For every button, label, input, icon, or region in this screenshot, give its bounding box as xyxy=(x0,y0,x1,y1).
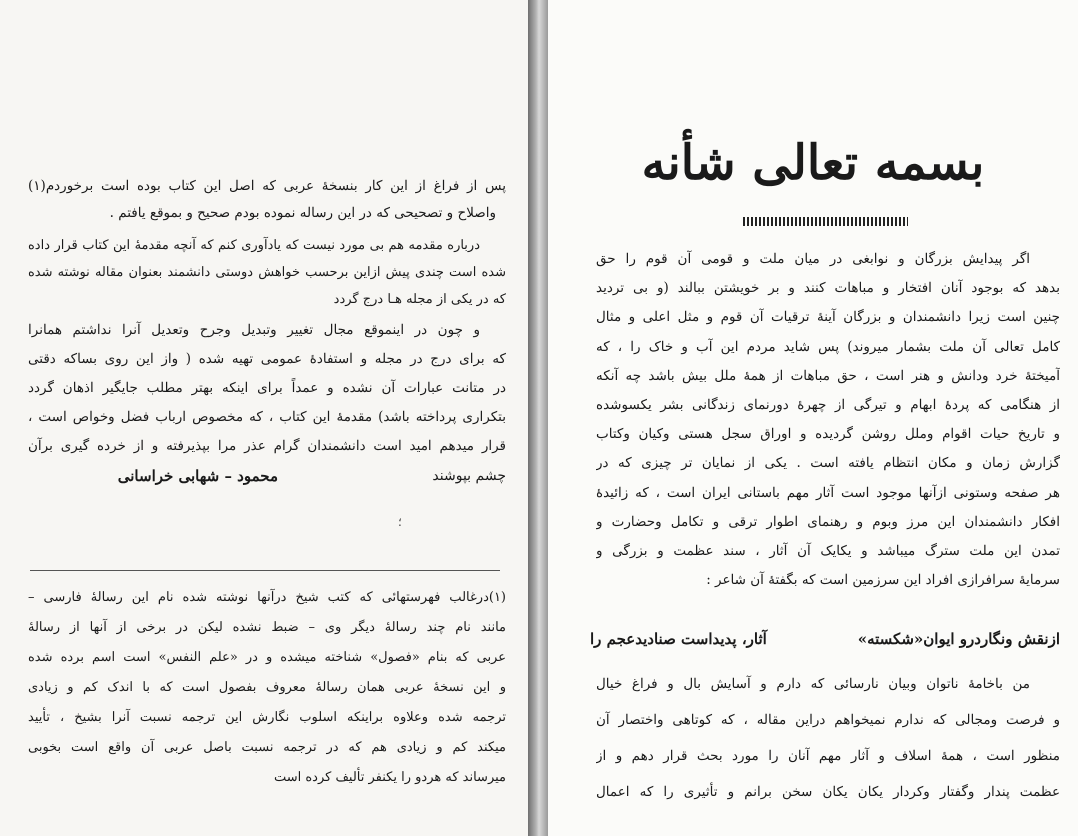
text-line: آمیختهٔ خرد ودانش و هنر است ، حق مباهات از همهٔ ملل بیش باشد چه آنکه xyxy=(596,367,1060,384)
preface-paragraph-1 xyxy=(28,232,506,313)
text-line: میرساند که هردو را یکنفر تألیف کرده است xyxy=(273,770,506,785)
text-line: سرمایهٔ سرافرازی افراد این سرزمین است که بگفتهٔ آن شاعر : xyxy=(706,572,1060,589)
poem-verse xyxy=(590,630,1060,648)
intro-paragraph-right xyxy=(596,245,1060,595)
text-line: عظمت پندار وگفتار وکردار یکان یکان سخن برانم و تأثیری را که اعمال xyxy=(596,784,1060,800)
text-line: و این نسخهٔ عربی همان رسالهٔ معروف بفصول است که با اندک کم و زیادی xyxy=(28,680,506,695)
closing-phrase: چشم بپوشند xyxy=(432,468,506,484)
page-title: بسمه تعالی شأنه xyxy=(641,135,985,191)
text-line: و چون در اینموقع مجال تغییر وتبدیل وجرح وتعدیل آنرا نداشتم همانرا xyxy=(28,322,480,338)
text-line: و فرصت ومجالی که ندارم نمیخواهم دراین مقاله ، که کوتاهی واختصار آن xyxy=(596,712,1060,728)
text-line: چنین است زیرا دانشمندان و بزرگان آینهٔ ترقیات آن قوم و مثل اعلی و مثال xyxy=(596,309,1060,326)
text-line: گزارش زمان و مکان انتظام یافته است . یکی از نمایان تر چیزی که در xyxy=(596,455,1060,472)
text-line: که در یکی از مجله هـا درج گردد xyxy=(333,292,506,307)
text-line: کامل تعالی آن ملت بشمار میروند) پس شاید مردم این آب و خاک را ، که xyxy=(596,338,1060,355)
text-line: قرار میدهم امید است دانشمندان گرام عذر مرا بپذیرفته و از خرده گیری برآن xyxy=(28,438,506,454)
text-line: ترجمه شده وعلاوه براینکه اسلوب نگارش این ترجمه نسبت آنرا بشیخ ، تأیید xyxy=(28,710,506,725)
text-line: من باخامهٔ ناتوان وبیان نارسائی که دارم و آسایش بال و فراغ خیال xyxy=(596,676,1030,692)
title-ornament xyxy=(743,217,908,226)
text-line: منظور است ، همهٔ اسلاف و آثار مهم آنان را مورد بحث قرار دهم و از xyxy=(596,748,1060,764)
footnote-divider xyxy=(30,570,500,571)
stray-mark: ؛ xyxy=(398,515,402,529)
text-line: افکار دانشمندان این مرز وبوم و رهنمای اطوار ترقی و تکامل وحضارت و xyxy=(596,513,1060,530)
body-paragraph-right xyxy=(596,666,1060,810)
text-line: درباره مقدمه هم بی مورد نیست که یادآوری کنم که آنچه مقدمهٔ این کتاب قرار داده xyxy=(28,238,480,253)
text-line: واصلاح و تصحیحی که در این رساله نموده بودم صحیح و بموقع یافتم . xyxy=(109,205,496,221)
preface-paragraph-2 xyxy=(28,316,506,461)
text-line: در متانت عبارات آن نشده و عمداً برای اینکه بهتر مطلب جایگیر اذهان گردد xyxy=(28,380,506,396)
text-line: اگر پیدایش بزرگان و نوابغی در میان ملت و قومی آن قوم را حق xyxy=(596,251,1030,267)
right-page xyxy=(548,0,1078,836)
text-line: (۱)درغالب فهرستهائی که کتب شیخ درآنها نوشته شده نام این رسالهٔ فارسی – xyxy=(28,590,506,605)
footnote xyxy=(28,583,506,793)
book-gutter xyxy=(528,0,548,836)
text-line: هر صفحه وستونی ازآنها موجود است آثار مهم باستانی ایران است ، که زائیدهٔ xyxy=(596,484,1060,501)
intro-paragraph xyxy=(28,173,506,227)
author-signature: محمود – شهابی خراسانی xyxy=(117,467,278,485)
text-line: تمدن این ملت سترگ میباشد و یکایک آن آثار ، سند عظمت و بزرگی و xyxy=(596,543,1060,560)
text-line: مانند نام چند رسالهٔ دیگر وی – ضبط نشده لیکن در برخی از آنها از رسالهٔ xyxy=(28,620,506,635)
text-line: بدهد که بوجود آنان افتخار و مباهات کنند و بر خویشتن ببالند (و بی تردید xyxy=(596,280,1060,297)
text-line: که برای درج در مجله و استفادهٔ عمومی تهیه شده ( واز این روی بساکه دقتی xyxy=(28,351,506,367)
verse-second-hemistich: آثار، پدیداست صنادیدعجم را xyxy=(590,630,767,648)
text-line: شده است چندی پیش ازاین برحسب خواهش دوستی دانشمند بعنوان مقاله نوشته شده xyxy=(28,265,506,280)
text-line: بتکراری پرداخته باشد) مقدمهٔ این کتاب ، که مخصوص ارباب فضل وخواص است ، xyxy=(28,409,506,425)
verse-first-hemistich: ازنقش ونگاردرو ایوان«شکسته» xyxy=(857,630,1060,648)
text-line: و تاریخ حیات اقوام وملل روشن گردیده و اوراق سجل هستی وکیان وکتاب xyxy=(596,426,1060,443)
left-page xyxy=(0,0,528,836)
text-line: از هنگامی که پردهٔ ابهام و تیرگی از چهرهٔ دورنمای زندگانی بشر یکسوشده xyxy=(596,397,1060,414)
text-line: میکند کم و زیادی هم که در ترجمه نسبت باصل عربی آن واقع است بخوبی xyxy=(28,740,506,755)
text-line: عربی که بنام «فصول» شناخته میشده و در «علم النفس» است اسم برده شده xyxy=(28,650,506,665)
text-line: پس از فراغ از این کار بنسخهٔ عربی که اصل این کتاب بوده است برخوردم(۱) xyxy=(28,178,506,194)
